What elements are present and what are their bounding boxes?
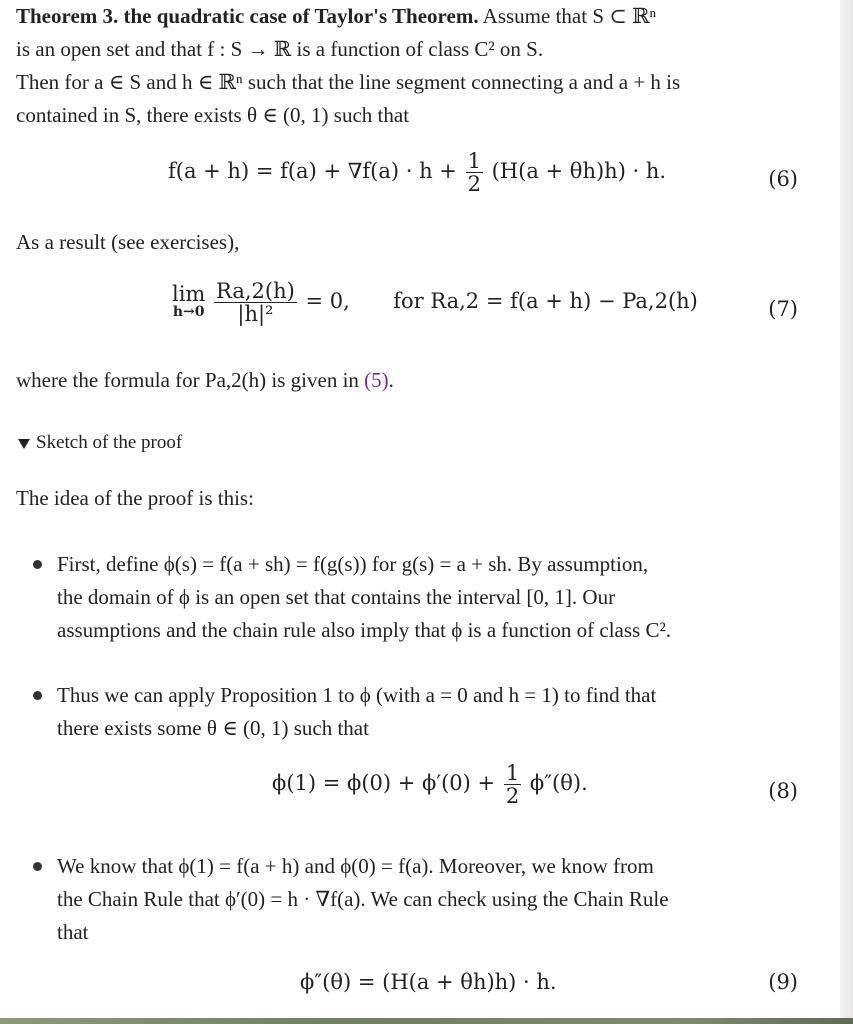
theorem-statement	[16, 0, 816, 132]
eq6-frac-num: 1	[467, 149, 481, 173]
eq8-frac-den: 2	[505, 784, 520, 808]
formula-note-period: .	[388, 368, 394, 392]
eq7-limit	[172, 281, 206, 321]
eq7-lim-word: lim	[172, 281, 206, 306]
bullet2-line-2: there exists some θ ∈ (0, 1) such that	[57, 716, 369, 740]
bottom-strip	[0, 1018, 853, 1024]
eq7-fraction	[214, 280, 297, 325]
bullet-icon	[33, 691, 42, 700]
formula-note	[16, 364, 816, 397]
bullet2-line-1: Thus we can apply Proposition 1 to ϕ (with a = 0 and h = 1) to find that	[57, 683, 657, 707]
theorem-line-2: is an open set and that f : S → ℝ is a function of class C² on S.	[16, 37, 544, 61]
disclosure-triangle-icon[interactable]	[18, 439, 30, 449]
idea-text: The idea of the proof is this:	[16, 486, 254, 510]
equation-8	[272, 762, 588, 807]
bullet-item-1	[57, 548, 817, 647]
bullet3-line-1: We know that ϕ(1) = f(a + h) and ϕ(0) = f(a). Moreover, we know from	[57, 854, 654, 878]
eq6-frac-den: 2	[467, 172, 481, 196]
eq7-lim-sub: h→0	[172, 303, 205, 320]
eq8-fraction	[504, 762, 521, 807]
equation-5-link[interactable]: (5)	[364, 368, 389, 392]
theorem-title: Theorem 3. the quadratic case of Taylor's Theorem.	[16, 4, 479, 28]
bullet1-line-3: assumptions and the chain rule also imply that ϕ is a function of class C².	[57, 618, 671, 642]
equation-9: ϕ″(θ) = (H(a + θh)h) · h.	[300, 970, 557, 994]
eq8-frac-num: 1	[505, 761, 520, 785]
bullet3-line-2: the Chain Rule that ϕ′(0) = h · ∇f(a). We can check using the Chain Rule	[57, 887, 669, 911]
equation-6-number: (6)	[768, 167, 798, 191]
page-edge	[840, 0, 853, 1024]
bullet1-line-2: the domain of ϕ is an open set that contains the interval [0, 1]. Our	[57, 585, 616, 609]
eq7-equals: = 0,	[305, 289, 350, 313]
eq8-left: ϕ(1) = ϕ(0) + ϕ′(0) +	[272, 771, 496, 795]
bullet-icon	[33, 560, 42, 569]
proof-toggle[interactable]	[18, 426, 182, 459]
theorem-line-4: contained in S, there exists θ ∈ (0, 1) such that	[16, 103, 410, 127]
result-text: As a result (see exercises),	[16, 230, 240, 254]
bullet-item-3	[57, 850, 817, 949]
equation-8-number: (8)	[768, 779, 798, 803]
bullet-icon	[33, 862, 42, 871]
formula-note-text: where the formula for Pa,2(h) is given in	[16, 368, 359, 392]
bullet3-line-3: that	[57, 920, 89, 944]
eq7-for-text: for Ra,2 = f(a + h) − Pa,2(h)	[393, 289, 698, 313]
theorem-line-1: Assume that S ⊂ ℝⁿ	[482, 4, 657, 28]
bullet1-line-1: First, define ϕ(s) = f(a + sh) = f(g(s)) for g(s) = a + sh. By assumption,	[57, 552, 649, 576]
theorem-line-3: Then for a ∈ S and h ∈ ℝⁿ such that the line segment connecting a and a + h is	[16, 70, 681, 94]
bullet-item-2	[57, 679, 817, 745]
equation-9-number: (9)	[768, 970, 798, 994]
eq7-frac-num: Ra,2(h)	[216, 279, 295, 303]
eq6-left: f(a + h) = f(a) + ∇f(a) · h +	[168, 159, 457, 183]
eq6-fraction	[466, 150, 483, 195]
equation-7-number: (7)	[768, 297, 798, 321]
eq8-right: ϕ″(θ).	[529, 771, 588, 795]
eq7-frac-den: |h|²	[237, 302, 274, 326]
equation-6	[168, 150, 666, 195]
equation-7	[172, 280, 698, 325]
proof-summary-label: Sketch of the proof	[36, 432, 183, 453]
eq6-right: (H(a + θh)h) · h.	[491, 159, 667, 183]
